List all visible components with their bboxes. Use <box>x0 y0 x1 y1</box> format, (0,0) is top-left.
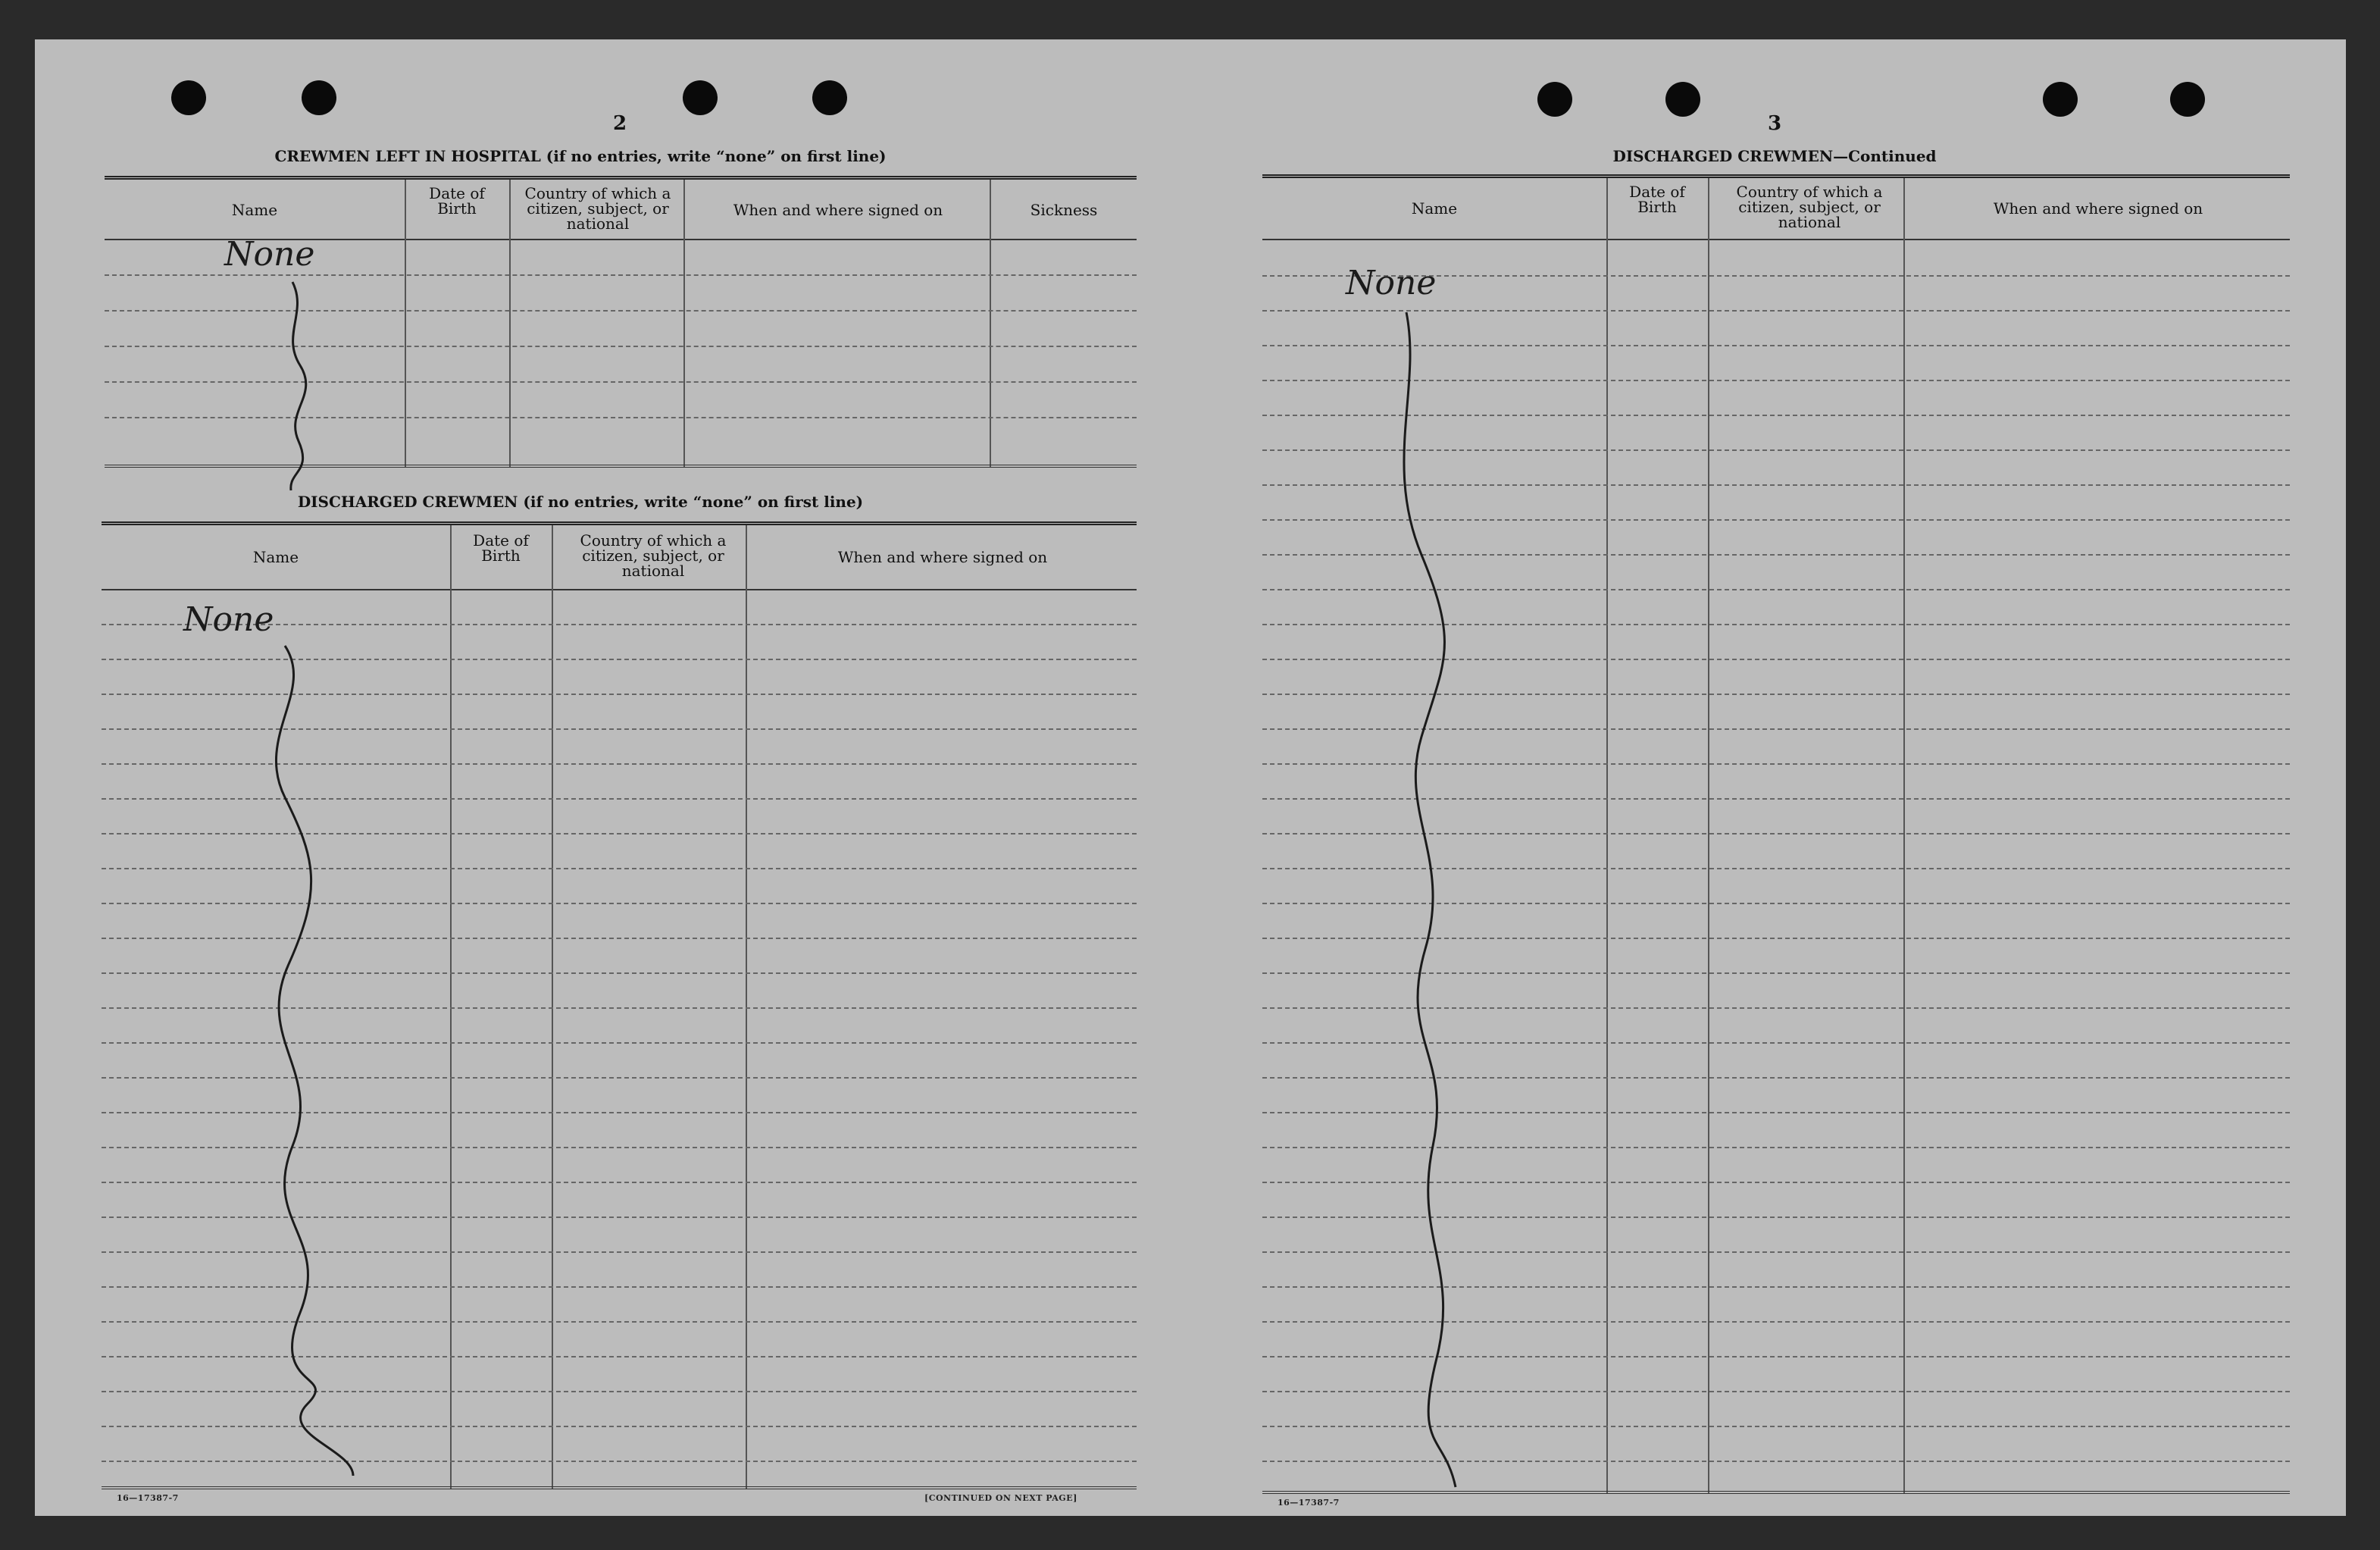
handwritten-line <box>1391 312 1475 1495</box>
column-header-name: Name <box>1411 199 1458 218</box>
column-header-country: Country of which a citizen, subject, or national <box>1736 183 1883 231</box>
column-header-name: Name <box>252 548 299 566</box>
punch-hole-icon <box>302 80 336 115</box>
form-number-left: 16—17387-7 <box>117 1493 179 1503</box>
punch-hole-icon <box>2170 82 2205 117</box>
column-header-country: Country of which a citizen, subject, or national <box>580 531 727 580</box>
column-header-country: Country of which a citizen, subject, or national <box>524 184 671 233</box>
continued-note: [CONTINUED ON NEXT PAGE] <box>924 1493 1077 1503</box>
punch-hole-icon <box>171 80 206 115</box>
punch-hole-icon <box>683 80 718 115</box>
column-header-signed-on: When and where signed on <box>733 201 943 219</box>
hospital-heading: CREWMEN LEFT IN HOSPITAL (if no entries, write “none” on first line) <box>274 147 887 165</box>
handwritten-line <box>255 646 361 1480</box>
form-number-right: 16—17387-7 <box>1278 1498 1340 1508</box>
column-header-signed-on: When and where signed on <box>837 548 1048 566</box>
punch-hole-icon <box>1537 82 1572 117</box>
column-header-sickness: Sickness <box>1030 201 1098 219</box>
hospital-table <box>105 176 1137 468</box>
handwritten-none-discharged-continued: None <box>1346 264 1437 302</box>
handwritten-none-discharged: None <box>183 600 274 639</box>
punch-hole-icon <box>1665 82 1700 117</box>
handwritten-none-hospital: None <box>224 235 315 274</box>
page-number-right: 3 <box>1767 112 1782 135</box>
punch-hole-icon <box>2043 82 2078 117</box>
handwritten-line <box>285 282 315 494</box>
column-header-date-of-birth: Date of Birth <box>429 184 485 218</box>
punch-hole-icon <box>812 80 847 115</box>
column-header-date-of-birth: Date of Birth <box>1629 183 1685 216</box>
column-header-name: Name <box>231 201 278 219</box>
discharged-heading: DISCHARGED CREWMEN (if no entries, write “none” on first line) <box>297 493 864 511</box>
discharged-continued-heading: DISCHARGED CREWMEN—Continued <box>1612 147 1937 165</box>
column-header-signed-on: When and where signed on <box>1993 199 2203 218</box>
document-sheet <box>35 39 2346 1516</box>
column-header-date-of-birth: Date of Birth <box>473 531 529 565</box>
page-number-left: 2 <box>612 112 627 135</box>
